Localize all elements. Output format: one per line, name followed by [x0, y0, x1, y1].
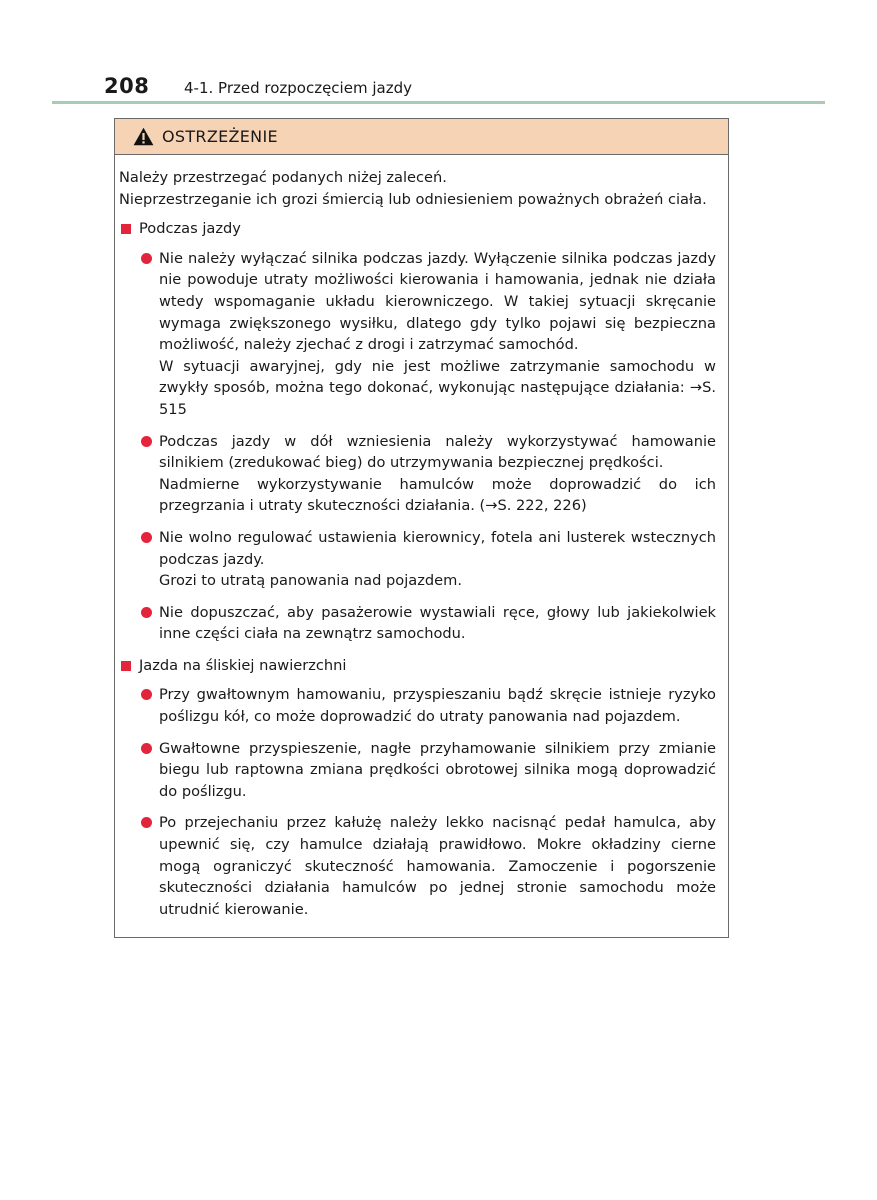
page-number: 208 — [104, 74, 150, 98]
red-square-icon — [121, 224, 131, 234]
list-item-text: Nie wolno regulować ustawienia kierownicy, fotela ani lusterek wstecznych podczas jazdy. — [159, 528, 716, 568]
list-item-text: Nie dopuszczać, aby pasażerowie wystawiali ręce, głowy lub jakiekolwiek inne części ciała na zewnątrz samochodu. — [159, 603, 716, 643]
list-item-text: Podczas jazdy w dół wzniesienia należy wykorzystywać hamowanie silnikiem (zredukować bieg) do utrzymywania bezpiecznej prędkości. — [159, 432, 716, 472]
list-item-text: Po przejechaniu przez kałużę należy lekko nacisnąć pedał hamulca, aby upewnić się, czy hamulce działają prawidłowo. Mokre okładziny cierne mogą ograniczyć skuteczność hamowania. Zamoczenie i pogorszenie skuteczności działania hamulców po jednej stronie samochodu może utrudnić kierowanie. — [159, 814, 716, 918]
red-bullet-icon — [141, 743, 152, 754]
warning-triangle-icon — [133, 127, 154, 146]
subsection-heading-text: Jazda na śliskiej nawierzchni — [139, 656, 347, 674]
list-item — [119, 812, 716, 920]
list-item — [119, 738, 716, 803]
page-header — [0, 0, 877, 110]
red-square-icon — [121, 661, 131, 671]
red-bullet-icon — [141, 253, 152, 264]
intro-line: Nieprzestrzeganie ich grozi śmiercią lub odniesieniem poważnych obrażeń ciała. — [119, 190, 707, 208]
subsection-heading — [119, 218, 716, 240]
warning-box — [114, 118, 729, 938]
red-bullet-icon — [141, 689, 152, 700]
list-item-text: W sytuacji awaryjnej, gdy nie jest możliwe zatrzymanie samochodu w zwykły sposób, można tego dokonać, wykonując następujące działania: →S. 515 — [159, 357, 716, 418]
list-item-text: Gwałtowne przyspieszenie, nagłe przyhamowanie silnikiem przy zmianie biegu lub raptowna zmiana prędkości obrotowej silnika mogą doprowadzić do poślizgu. — [159, 739, 716, 800]
red-bullet-icon — [141, 532, 152, 543]
intro-line: Należy przestrzegać podanych niżej zaleceń. — [119, 169, 447, 186]
warning-header — [115, 119, 728, 155]
list-item — [119, 527, 716, 592]
list-item — [119, 248, 716, 421]
list-item-text: Nie należy wyłączać silnika podczas jazdy. Wyłączenie silnika podczas jazdy nie powoduje utraty możliwości kierowania i hamowania, jednak nie działa wtedy wspomaganie układu kierowniczego. W takiej sytuacji skręcanie wymaga zwiększonego wysiłku, dlatego gdy tylko pojawi się bezpieczna możliwość, należy zjechać z drogi i zatrzymać samochód. — [159, 249, 716, 354]
subsection-heading — [119, 655, 716, 677]
list-item — [119, 431, 716, 517]
warning-title: OSTRZEŻENIE — [162, 127, 278, 146]
subsection-heading-text: Podczas jazdy — [139, 220, 241, 238]
warning-intro — [119, 167, 716, 210]
list-item — [119, 684, 716, 727]
list-item-text: Nadmierne wykorzystywanie hamulców może doprowadzić do ich przegrzania i utraty skuteczności działania. (→S. 222, 226) — [159, 475, 716, 515]
list-item-text: Przy gwałtownym hamowaniu, przyspieszaniu bądź skręcie istnieje ryzyko poślizgu kół, co może doprowadzić do utraty panowania nad pojazdem. — [159, 686, 716, 726]
warning-sections — [119, 218, 716, 920]
section-title: 4-1. Przed rozpoczęciem jazdy — [184, 79, 412, 97]
header-divider — [52, 101, 825, 104]
list-item-text: Grozi to utratą panowania nad pojazdem. — [159, 572, 462, 590]
red-bullet-icon — [141, 817, 152, 828]
red-bullet-icon — [141, 607, 152, 618]
list-item — [119, 602, 716, 645]
red-bullet-icon — [141, 436, 152, 447]
warning-content — [119, 167, 716, 930]
